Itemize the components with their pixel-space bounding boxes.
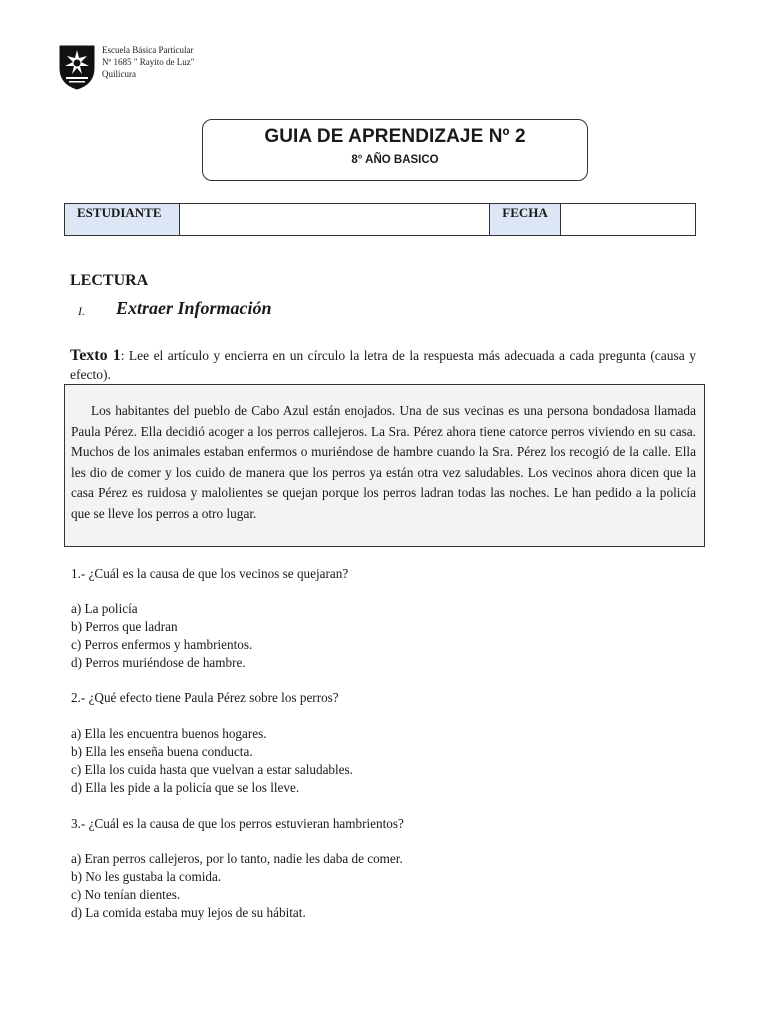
- question-3-option-b[interactable]: b) No les gustaba la comida.: [71, 869, 222, 884]
- question-3: 3.- ¿Cuál es la causa de que los perros estuvieran hambrientos?: [71, 816, 404, 831]
- question-3-option-a[interactable]: a) Eran perros callejeros, por lo tanto, nadie les daba de comer.: [71, 851, 403, 866]
- question-3-option-d[interactable]: d) La comida estaba muy lejos de su hábitat.: [71, 905, 306, 920]
- question-1-option-d[interactable]: d) Perros muriéndose de hambre.: [71, 655, 246, 670]
- title-box: [202, 119, 588, 181]
- question-3-options: [71, 850, 403, 922]
- school-line-3: Quilicura: [102, 69, 136, 79]
- reading-text-box: [64, 384, 705, 547]
- school-line-2: Nº 1685 " Rayito de Luz": [102, 57, 195, 67]
- question-2-option-b[interactable]: b) Ella les enseña buena conducta.: [71, 744, 253, 759]
- question-3-option-c[interactable]: c) No tenían dientes.: [71, 887, 181, 902]
- section-subheading: Extraer Información: [116, 298, 272, 318]
- question-2-option-d[interactable]: d) Ella les pide a la policía que se los lleve.: [71, 780, 300, 795]
- student-name-field[interactable]: [179, 204, 489, 236]
- school-header: [58, 44, 203, 94]
- question-1-option-b[interactable]: b) Perros que ladran: [71, 619, 178, 634]
- section-heading: LECTURA: [70, 272, 149, 289]
- instructions: [70, 346, 696, 384]
- guide-title: GUIA DE APRENDIZAJE Nº 2: [264, 126, 526, 147]
- question-1-options: [71, 600, 252, 672]
- date-label: FECHA: [490, 204, 561, 236]
- date-field[interactable]: [561, 204, 696, 236]
- reading-text: Los habitantes del pueblo de Cabo Azul están enojados. Una de sus vecinas es una persona bondadosa llamada Paula Pérez. Ella decidió acoger a los perros callejeros. La Sra. Pérez ahora tiene catorce perros viviendo en su casa. Muchos de los animales estaban enfermos o muriéndose de hambre cuando la Sra. Pérez los recogió de la calle. Ella les dio de comer y los cuido de manera que los perros ya están otra vez saludables. Los vecinos ahora dicen que la casa Pérez es ruidosa y malolientes se quejan porque los perros ladran todas las noches. Le han pedido a la policía que se lleve los perros a otro lugar.: [71, 403, 696, 521]
- school-line-1: Escuela Básica Particular: [102, 45, 194, 55]
- question-2: 2.- ¿Qué efecto tiene Paula Pérez sobre los perros?: [71, 690, 339, 705]
- question-2-option-a[interactable]: a) Ella les encuentra buenos hogares.: [71, 726, 267, 741]
- school-name: [102, 44, 194, 80]
- school-logo: [58, 44, 96, 90]
- student-info-table: [64, 203, 696, 236]
- question-2-option-c[interactable]: c) Ella los cuida hasta que vuelvan a estar saludables.: [71, 762, 353, 777]
- section-numeral: I.: [78, 304, 85, 318]
- instructions-label: Texto 1: [70, 347, 121, 364]
- question-1-option-a[interactable]: a) La policía: [71, 601, 138, 616]
- question-2-options: [71, 725, 353, 797]
- grade-subtitle: 8° AÑO BASICO: [351, 154, 439, 166]
- question-1: 1.- ¿Cuál es la causa de que los vecinos se quejaran?: [71, 566, 349, 581]
- question-1-option-c[interactable]: c) Perros enfermos y hambrientos.: [71, 637, 253, 652]
- instructions-text: : Lee el artículo y encierra en un círculo la letra de la respuesta más adecuada a cada pregunta (causa y efecto).: [70, 348, 696, 382]
- student-label: ESTUDIANTE: [65, 204, 180, 236]
